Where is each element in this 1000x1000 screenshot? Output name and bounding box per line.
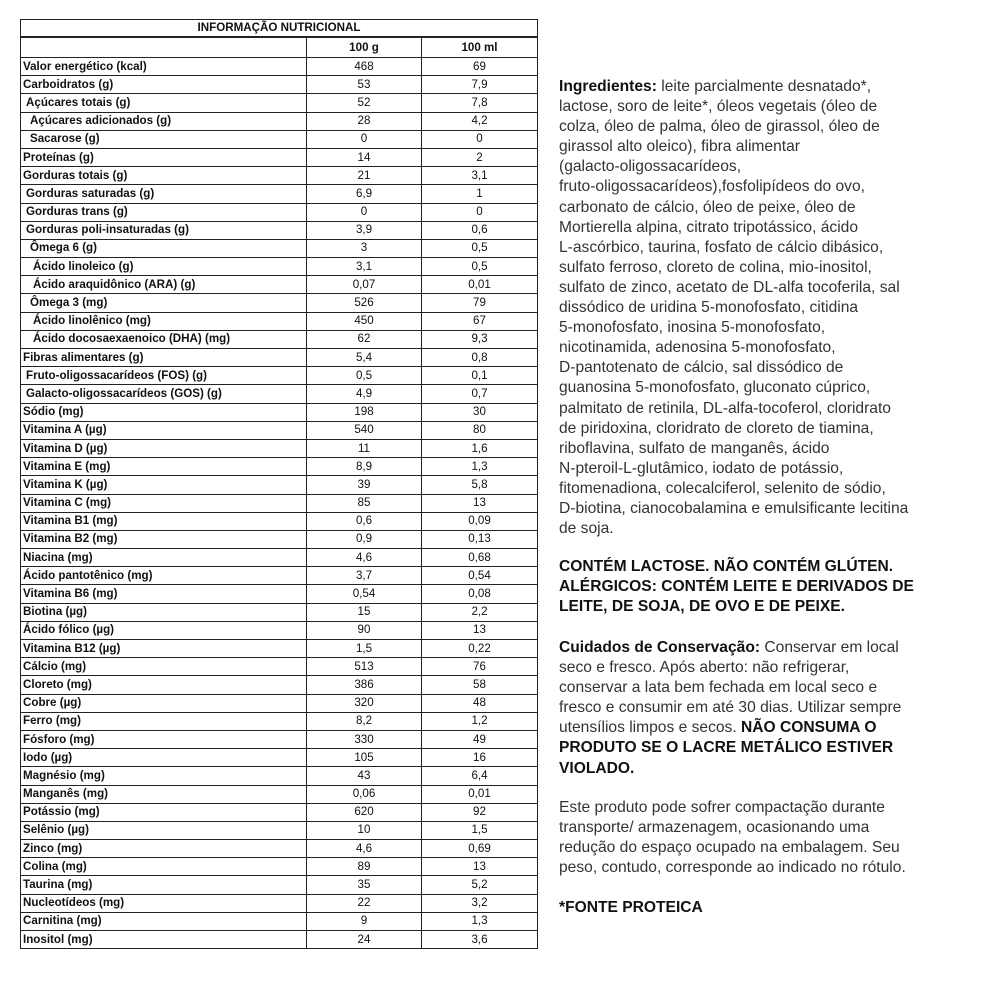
table-row [21, 476, 538, 494]
table-title: INFORMAÇÃO NUTRICIONAL [21, 20, 538, 38]
value-100ml: 3,2 [422, 894, 538, 912]
storage-instructions [559, 638, 901, 779]
ingredients-text [559, 77, 908, 539]
nutrient-label: Vitamina B6 (mg) [21, 585, 307, 603]
table-row [21, 858, 538, 876]
nutrient-label: Fruto-oligossacarídeos (FOS) (g) [21, 367, 307, 385]
value-100g: 3,7 [307, 567, 422, 585]
value-100g: 386 [307, 676, 422, 694]
value-100g: 320 [307, 694, 422, 712]
table-row [21, 912, 538, 930]
compaction-line: Este produto pode sofrer compactação durante [559, 799, 885, 816]
ingredients-heading: Ingredientes: [559, 78, 657, 95]
value-100ml: 0,01 [422, 785, 538, 803]
value-100g: 14 [307, 148, 422, 166]
value-100ml: 0,09 [422, 512, 538, 530]
table-row [21, 840, 538, 858]
seal-warning: VIOLADO. [559, 759, 635, 777]
value-100ml: 67 [422, 312, 538, 330]
value-100g: 4,9 [307, 385, 422, 403]
value-100ml: 16 [422, 749, 538, 767]
value-100ml: 6,4 [422, 767, 538, 785]
nutrient-label: Vitamina E (mg) [21, 458, 307, 476]
value-100g: 3,9 [307, 221, 422, 239]
nutrient-label: Gorduras saturadas (g) [21, 185, 307, 203]
ingredients-line: Mortierella alpina, citrato tripotássico, ácido [559, 218, 859, 236]
value-100ml: 1,3 [422, 912, 538, 930]
table-row [21, 676, 538, 694]
nutrient-label: Inositol (mg) [21, 931, 307, 949]
value-100ml: 30 [422, 403, 538, 421]
value-100g: 15 [307, 603, 422, 621]
value-100ml: 4,2 [422, 112, 538, 130]
storage-line: utensílios limpos e secos. [559, 719, 742, 737]
compaction-line: transporte/ armazenagem, ocasionando uma [559, 819, 870, 837]
value-100ml: 5,8 [422, 476, 538, 494]
storage-line: conservar a lata bem fechada em local seco e [559, 679, 878, 697]
value-100g: 10 [307, 821, 422, 839]
value-100ml: 0,13 [422, 530, 538, 548]
value-100ml: 3,1 [422, 167, 538, 185]
table-row [21, 185, 538, 203]
nutrient-label: Cobre (µg) [21, 694, 307, 712]
nutrient-label: Gorduras trans (g) [21, 203, 307, 221]
value-100g: 450 [307, 312, 422, 330]
value-100ml: 0,6 [422, 221, 538, 239]
value-100ml: 7,9 [422, 76, 538, 94]
table-row [21, 730, 538, 748]
value-100ml: 5,2 [422, 876, 538, 894]
value-100g: 85 [307, 494, 422, 512]
table-row [21, 512, 538, 530]
nutrient-label: Ácido linolênico (mg) [21, 312, 307, 330]
value-100g: 0,07 [307, 276, 422, 294]
nutrient-label: Gorduras poli-insaturadas (g) [21, 221, 307, 239]
storage-line: Conservar em local [760, 639, 899, 656]
table-row [21, 221, 538, 239]
value-100g: 0,6 [307, 512, 422, 530]
table-row [21, 330, 538, 348]
value-100g: 28 [307, 112, 422, 130]
column-header-100g: 100 g [307, 37, 422, 58]
value-100ml: 9,3 [422, 330, 538, 348]
value-100g: 3,1 [307, 258, 422, 276]
nutrient-label: Gorduras totais (g) [21, 167, 307, 185]
table-row [21, 640, 538, 658]
nutrient-label: Vitamina K (µg) [21, 476, 307, 494]
value-100ml: 0,1 [422, 367, 538, 385]
value-100g: 89 [307, 858, 422, 876]
value-100g: 3 [307, 239, 422, 257]
table-row [21, 585, 538, 603]
nutrient-label: Selênio (µg) [21, 821, 307, 839]
value-100g: 39 [307, 476, 422, 494]
ingredients-line: L-ascórbico, taurina, fosfato de cálcio dibásico, [559, 238, 884, 256]
value-100g: 540 [307, 421, 422, 439]
nutrient-label: Sódio (mg) [21, 403, 307, 421]
table-row [21, 785, 538, 803]
value-100ml: 0 [422, 203, 538, 221]
value-100ml: 0,7 [422, 385, 538, 403]
nutrient-label: Ácido linoleico (g) [21, 258, 307, 276]
table-row [21, 749, 538, 767]
nutrient-label: Fósforo (mg) [21, 730, 307, 748]
table-row [21, 294, 538, 312]
protein-source-note: *FONTE PROTEICA [559, 899, 703, 916]
value-100ml: 48 [422, 694, 538, 712]
nutrient-label: Carnitina (mg) [21, 912, 307, 930]
table-row [21, 876, 538, 894]
seal-warning: PRODUTO SE O LACRE METÁLICO ESTIVER [559, 739, 894, 757]
value-100ml: 1,6 [422, 439, 538, 457]
value-100ml: 0,22 [422, 640, 538, 658]
value-100ml: 0,54 [422, 567, 538, 585]
storage-heading: Cuidados de Conservação: [559, 639, 761, 656]
value-100ml: 2,2 [422, 603, 538, 621]
ingredients-line: de piridoxina, cloridrato de cloreto de tiamina, [559, 419, 874, 437]
value-100g: 90 [307, 621, 422, 639]
nutrient-label: Vitamina B2 (mg) [21, 530, 307, 548]
ingredients-line: sulfato ferroso, cloreto de colina, mio-inositol, [559, 258, 872, 276]
table-row [21, 258, 538, 276]
nutrient-label: Vitamina B12 (µg) [21, 640, 307, 658]
nutrient-label: Carboidratos (g) [21, 76, 307, 94]
allergen-warning [559, 557, 914, 617]
value-100g: 4,6 [307, 840, 422, 858]
table-row [21, 894, 538, 912]
value-100g: 0,06 [307, 785, 422, 803]
ingredients-line: colza, óleo de palma, óleo de girassol, óleo de [559, 118, 880, 136]
table-row [21, 312, 538, 330]
nutrient-label: Ômega 6 (g) [21, 239, 307, 257]
table-row [21, 931, 538, 949]
value-100ml: 3,6 [422, 931, 538, 949]
value-100ml: 76 [422, 658, 538, 676]
table-header-row [21, 37, 538, 58]
nutrient-label: Colina (mg) [21, 858, 307, 876]
value-100ml: 0,69 [422, 840, 538, 858]
value-100g: 62 [307, 330, 422, 348]
table-row [21, 94, 538, 112]
nutrient-label: Galacto-oligossacarídeos (GOS) (g) [21, 385, 307, 403]
nutrient-label: Ácido fólico (µg) [21, 621, 307, 639]
table-row [21, 203, 538, 221]
value-100ml: 1,5 [422, 821, 538, 839]
table-row [21, 239, 538, 257]
value-100g: 330 [307, 730, 422, 748]
value-100g: 53 [307, 76, 422, 94]
compaction-line: peso, contudo, corresponde ao indicado no rótulo. [559, 859, 906, 877]
ingredients-line: nicotinamida, adenosina 5-monofosfato, [559, 339, 836, 357]
value-100ml: 0,8 [422, 349, 538, 367]
value-100g: 526 [307, 294, 422, 312]
value-100g: 105 [307, 749, 422, 767]
table-row [21, 403, 538, 421]
table-title-row [21, 20, 538, 38]
value-100g: 21 [307, 167, 422, 185]
table-row [21, 421, 538, 439]
nutrient-label: Fibras alimentares (g) [21, 349, 307, 367]
nutrient-label: Vitamina B1 (mg) [21, 512, 307, 530]
table-row [21, 494, 538, 512]
value-100ml: 13 [422, 621, 538, 639]
value-100ml: 49 [422, 730, 538, 748]
ingredients-line: fitomenadiona, colecalciferol, selenito de sódio, [559, 479, 886, 497]
nutrient-label: Cálcio (mg) [21, 658, 307, 676]
ingredients-line: fruto-oligossacarídeos),fosfolipídeos do ovo, [559, 178, 865, 196]
nutrient-label: Açúcares adicionados (g) [21, 112, 307, 130]
nutrition-table [20, 19, 538, 949]
nutrient-label: Ácido docosaexaenoico (DHA) (mg) [21, 330, 307, 348]
value-100ml: 0,5 [422, 258, 538, 276]
value-100g: 0 [307, 130, 422, 148]
value-100ml: 1,3 [422, 458, 538, 476]
table-row [21, 621, 538, 639]
nutrient-label: Potássio (mg) [21, 803, 307, 821]
column-header-nutrient [21, 37, 307, 58]
compaction-notice [559, 798, 906, 878]
ingredients-line: (galacto-oligossacarídeos, [559, 158, 742, 176]
value-100ml: 0,68 [422, 549, 538, 567]
ingredients-line: D-biotina, cianocobalamina e emulsificante lecitina [559, 499, 909, 517]
table-row [21, 130, 538, 148]
table-row [21, 603, 538, 621]
ingredients-line: guanosina 5-monofosfato, gluconato cúprico, [559, 379, 871, 397]
table-row [21, 112, 538, 130]
value-100g: 5,4 [307, 349, 422, 367]
table-row [21, 76, 538, 94]
allergen-line: ALÉRGICOS: CONTÉM LEITE E DERIVADOS DE [559, 578, 914, 596]
storage-line: seco e fresco. Após aberto: não refrigerar, [559, 659, 850, 677]
nutrient-label: Magnésio (mg) [21, 767, 307, 785]
value-100ml: 92 [422, 803, 538, 821]
value-100ml: 58 [422, 676, 538, 694]
value-100g: 1,5 [307, 640, 422, 658]
value-100g: 24 [307, 931, 422, 949]
table-row [21, 712, 538, 730]
nutrient-label: Sacarose (g) [21, 130, 307, 148]
table-row [21, 367, 538, 385]
table-row [21, 276, 538, 294]
value-100g: 620 [307, 803, 422, 821]
table-row [21, 803, 538, 821]
value-100g: 43 [307, 767, 422, 785]
table-row [21, 530, 538, 548]
value-100ml: 80 [422, 421, 538, 439]
value-100g: 0,9 [307, 530, 422, 548]
seal-warning: NÃO CONSUMA O [741, 719, 877, 737]
value-100ml: 2 [422, 148, 538, 166]
ingredients-line: leite parcialmente desnatado*, [656, 78, 872, 95]
nutrient-label: Ferro (mg) [21, 712, 307, 730]
nutrient-label: Iodo (µg) [21, 749, 307, 767]
ingredients-line: lactose, soro de leite*, óleos vegetais (óleo de [559, 98, 878, 116]
ingredients-line: D-pantotenato de cálcio, sal dissódico de [559, 359, 844, 377]
table-row [21, 439, 538, 457]
nutrient-label: Vitamina A (µg) [21, 421, 307, 439]
value-100g: 11 [307, 439, 422, 457]
table-row [21, 821, 538, 839]
nutrient-label: Nucleotídeos (mg) [21, 894, 307, 912]
value-100g: 513 [307, 658, 422, 676]
ingredients-line: de soja. [559, 520, 614, 538]
table-row [21, 167, 538, 185]
value-100ml: 0,5 [422, 239, 538, 257]
nutrient-label: Ácido pantotênico (mg) [21, 567, 307, 585]
nutrient-label: Niacina (mg) [21, 549, 307, 567]
nutrient-label: Manganês (mg) [21, 785, 307, 803]
value-100ml: 1 [422, 185, 538, 203]
nutrient-label: Vitamina D (µg) [21, 439, 307, 457]
ingredients-line: sulfato de zinco, acetato de DL-alfa tocoferila, sal [559, 278, 900, 296]
value-100ml: 0,08 [422, 585, 538, 603]
nutrient-label: Cloreto (mg) [21, 676, 307, 694]
value-100g: 4,6 [307, 549, 422, 567]
value-100g: 8,2 [307, 712, 422, 730]
ingredients-first-line [559, 77, 908, 97]
ingredients-line: dissódico de uridina 5-monofosfato, citidina [559, 299, 859, 317]
ingredients-line: palmitato de retinila, DL-alfa-tocoferol, cloridrato [559, 399, 891, 417]
value-100g: 8,9 [307, 458, 422, 476]
value-100g: 52 [307, 94, 422, 112]
table-row [21, 385, 538, 403]
nutrient-label: Biotina (µg) [21, 603, 307, 621]
nutrient-label: Taurina (mg) [21, 876, 307, 894]
allergen-line: LEITE, DE SOJA, DE OVO E DE PEIXE. [559, 598, 845, 616]
value-100ml: 7,8 [422, 94, 538, 112]
nutrient-label: Zinco (mg) [21, 840, 307, 858]
value-100ml: 13 [422, 858, 538, 876]
value-100g: 468 [307, 58, 422, 76]
column-header-100ml: 100 ml [422, 37, 538, 58]
value-100ml: 79 [422, 294, 538, 312]
table-row [21, 148, 538, 166]
ingredients-line: carbonato de cálcio, óleo de peixe, óleo de [559, 198, 856, 216]
table-row [21, 658, 538, 676]
nutrient-label: Vitamina C (mg) [21, 494, 307, 512]
table-row [21, 549, 538, 567]
ingredients-line: riboflavina, sulfato de manganês, ácido [559, 439, 830, 457]
value-100g: 6,9 [307, 185, 422, 203]
table-row [21, 694, 538, 712]
value-100ml: 0 [422, 130, 538, 148]
nutrient-label: Ácido araquidônico (ARA) (g) [21, 276, 307, 294]
value-100g: 22 [307, 894, 422, 912]
value-100g: 35 [307, 876, 422, 894]
value-100g: 0,5 [307, 367, 422, 385]
nutrient-label: Valor energético (kcal) [21, 58, 307, 76]
storage-line: fresco e consumir em até 30 dias. Utilizar sempre [559, 699, 902, 717]
ingredients-line: girassol alto oleico), fibra alimentar [559, 138, 800, 156]
value-100ml: 69 [422, 58, 538, 76]
table-row [21, 458, 538, 476]
ingredients-line: N-pteroil-L-glutâmico, iodato de potássio, [559, 459, 844, 477]
compaction-line: redução do espaço ocupado na embalagem. Seu [559, 839, 900, 857]
ingredients-line: 5-monofosfato, inosina 5-monofosfato, [559, 319, 826, 337]
value-100g: 9 [307, 912, 422, 930]
table-row [21, 58, 538, 76]
value-100g: 198 [307, 403, 422, 421]
nutrient-label: Proteínas (g) [21, 148, 307, 166]
table-row [21, 349, 538, 367]
table-row [21, 767, 538, 785]
value-100ml: 1,2 [422, 712, 538, 730]
value-100ml: 13 [422, 494, 538, 512]
allergen-line: CONTÉM LACTOSE. NÃO CONTÉM GLÚTEN. [559, 558, 894, 575]
nutrient-label: Ômega 3 (mg) [21, 294, 307, 312]
table-row [21, 567, 538, 585]
value-100g: 0,54 [307, 585, 422, 603]
value-100g: 0 [307, 203, 422, 221]
nutrient-label: Açúcares totais (g) [21, 94, 307, 112]
value-100ml: 0,01 [422, 276, 538, 294]
